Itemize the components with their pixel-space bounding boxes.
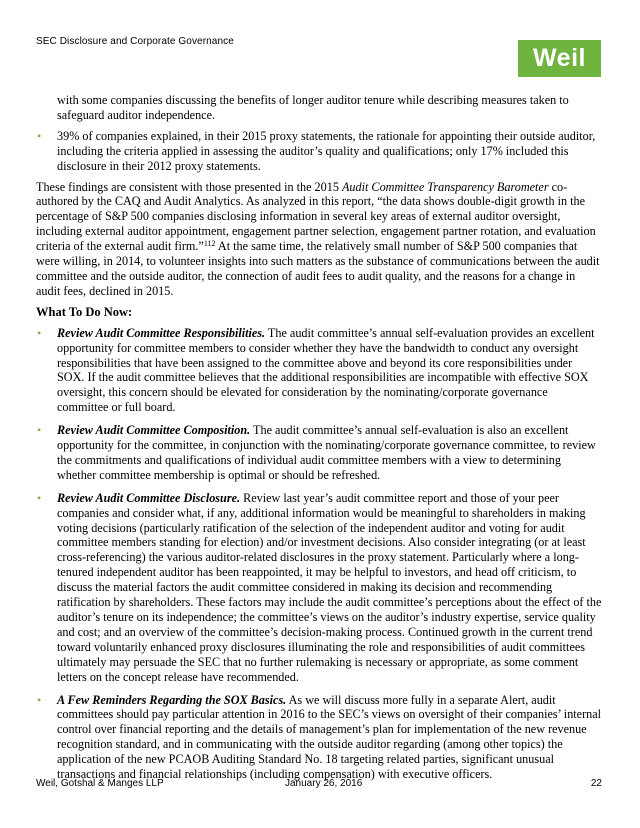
bullet-icon: • <box>37 490 42 505</box>
footnote-ref: 112 <box>203 239 216 249</box>
bullet-icon: • <box>37 128 42 143</box>
action-item-responsibilities <box>36 326 602 415</box>
action-item-composition <box>36 423 602 483</box>
bullet-icon: • <box>37 325 42 340</box>
paragraph-text: co-authored by the CAQ and Audit Analytics. As analyzed in this report, “the data shows double-digit growth in the percentage of S&P 500 companies disclosing information in several key areas of external auditor oversight, including external auditor appointment, engagement partner selection, engagement partner rotation, and evaluation criteria of the external audit firm.” <box>36 179 596 254</box>
paragraph-findings <box>36 180 602 299</box>
footer-firm: Weil, Gotshal & Manges LLP <box>36 778 164 789</box>
continued-text: with some companies discussing the benefits of longer auditor tenure while describing measures taken to safeguard auditor independence. <box>57 93 569 122</box>
weil-logo: Weil <box>518 40 601 77</box>
action-item-title: Review Audit Committee Disclosure. <box>57 490 241 505</box>
bullet-text: 39% of companies explained, in their 2015 proxy statements, the rationale for appointing their outside auditor, including the criteria applied in assessing the auditor’s quality and qualifications; only 17% included this disclosure in their 2012 proxy statements. <box>57 128 596 173</box>
header-title: SEC Disclosure and Corporate Governance <box>36 36 234 47</box>
action-item-text: As we will discuss more fully in a separate Alert, audit committees should pay particular attention in 2016 to the SEC’s views on oversight of their companies’ internal control over financial reporting and the details of management’s plan for implementation of the new revenue recognition standard, and in communicating with the outside auditor regarding (among other topics) the application of the new PCAOB Auditing Standard No. 18 targeting related parties, significant unusual transactions and financial relationships (including compensation) with executive officers. <box>57 692 602 782</box>
page-number: 22 <box>590 778 602 789</box>
continued-bullet-text <box>36 93 602 123</box>
bullet-item-39-percent <box>36 129 602 174</box>
document-body <box>36 93 602 782</box>
action-item-text: The audit committee’s annual self-evaluation provides an excellent opportunity for committee members to consider whether they have the bandwidth to conduct any oversight responsibilities that have been assigned to the committee above and beyond its core responsibilities under SOX. If the audit committee believes that the additional responsibilities are incompatible with effective SOX oversight, this concern should be elevated for consideration by the nominating/corporate governance committee or full board. <box>57 325 595 415</box>
paragraph-text: At the same time, the relatively small number of S&P 500 companies that were willing, in 2014, to volunteer insights into such matters as the substance of communications between the audit committee and the outside auditor, the connection of audit fees to audit quality, and the reasons for a change in audit fees, declined in 2015. <box>36 239 600 298</box>
action-item-title: A Few Reminders Regarding the SOX Basics. <box>57 692 287 707</box>
report-title: Audit Committee Transparency Barometer <box>341 179 549 194</box>
bullet-icon: • <box>37 423 42 438</box>
action-item-text: The audit committee’s annual self-evaluation is also an excellent opportunity for the committee, in conjunction with the nominating/corporate governance committee, to review the commitments and qualifications of individual audit committee members with a view to determining whether committee membership is optimal or should be refreshed. <box>57 423 596 482</box>
action-item-sox-basics <box>36 693 602 782</box>
footer-date: January 26, 2016 <box>285 778 363 789</box>
paragraph-text: These findings are consistent with those presented in the 2015 <box>36 179 342 194</box>
bullet-icon: • <box>37 692 42 707</box>
section-heading: What To Do Now: <box>36 304 133 319</box>
action-item-text: Review last year’s audit committee report and those of your peer companies and consider what, if any, additional information would be meaningful to shareholders in making voting decisions (particularly ratification of the selection of the independent auditor and voting for audit committee members standing for election) and/or investment decisions. Also consider integrating (or at least cross-referencing) the various auditor-related disclosures in the proxy statement. Particularly where a long-tenured independent auditor has been reappointed, it may be helpful to investors, and head off criticism, to discuss the material factors the audit committee considered in making its decision and recommending ratification by shareholders. These factors may include the audit committee’s perceptions about the effect of the auditor’s tenure on its independence; the committee’s views on the auditor’s industry expertise, service quality and cost; and an overview of the committee’s decision-making process. Continued growth in the current trend toward voluntarily enhanced proxy disclosures illuminating the role and responsibilities of audit committees ultimately may persuade the SEC that no further rulemaking is necessary or appropriate, as some comment letters on the concept release have recommended. <box>57 490 602 684</box>
action-item-title: Review Audit Committee Composition. <box>57 423 251 438</box>
action-item-title: Review Audit Committee Responsibilities. <box>57 325 266 340</box>
action-item-disclosure <box>36 491 602 685</box>
